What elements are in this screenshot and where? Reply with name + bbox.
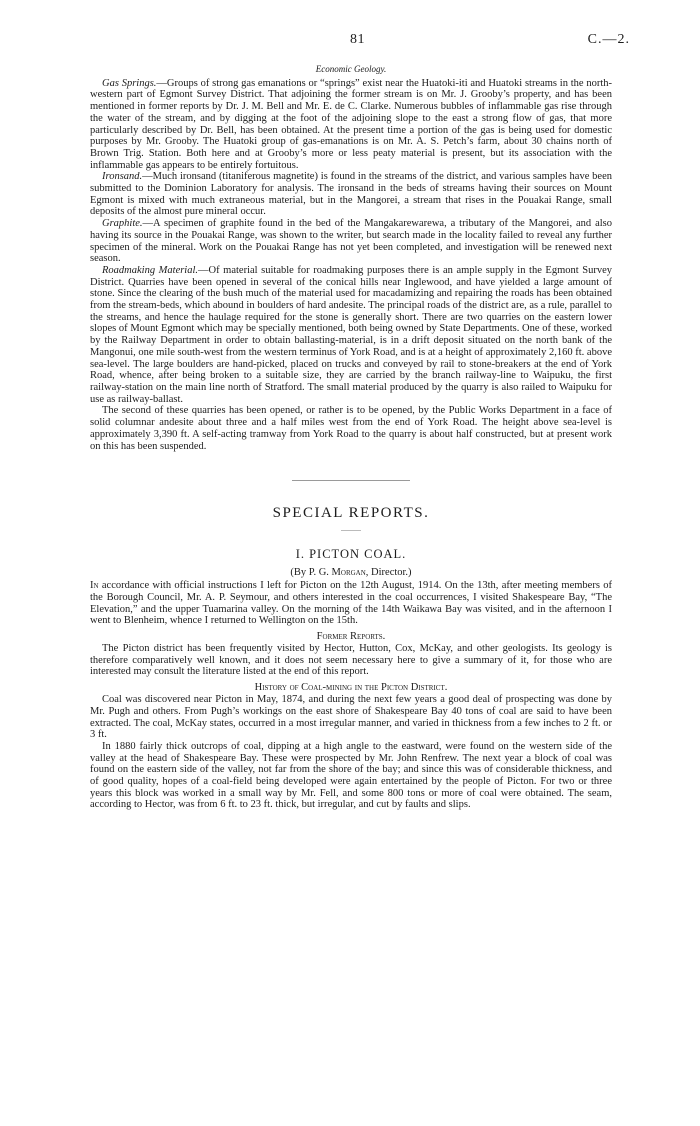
intro-text: accordance with official instructions I left for Picton on the 12th August, 1914. On the 13th, after meeting members of the Borough Council, Mr. A. P. Seymour, and others interested in the coal occurrences, I visited Shakespeare Bay, “The Elevation,” and the upper Tuamarina valley. On the morning of the 14th Waikawa Bay was visited, and in the afternoon I went to Blenheim, whence I returned to Wellington on the 15th. [90,580,612,627]
text-gas-springs: —Groups of strong gas emanations or “springs” exist near the Huatoki-iti and Huatoki streams in the north-western part of Egmont Survey District. That adjoining the former stream is on Mr. J. Grooby’s property, and has been mentioned in former reports by Dr. J. M. Bell and Mr. E. de C. Clarke. Numerous bubbles of inflammable gas rise through the water of the stream, and by digging at the foot of the adjoining slope to the east a strong flow of gas, that more particularly described by Dr. Bell, has been obtained. At the present time a portion of the gas is being used for domestic purposes by Mr. Grooby. The Huatoki group of gas-emanations is on Mr. A. S. Petch’s farm, about 30 chains north of Brown Trig. Station. Both here and at Grooby’s more or less peaty material is present, but its association with the inflammable gas appears to be entirely fortuitous. [90,77,612,171]
paragraph-ironsand [90,171,612,218]
special-reports-title: SPECIAL REPORTS. [272,505,430,522]
paragraph-roadmaking [90,265,612,405]
lead-graphite: Graphite. [102,218,143,230]
text-ironsand: —Much ironsand (titaniferous magnetite) is found in the streams of the district, and various samples have been submitted to the Dominion Laboratory for analysis. The ironsand in the beds of streams having their sources on Mount Egmont is mixed with much extraneous material, but in the Mangorei, a stream that rises in the Pouakai Range, small deposits of the almost pure mineral occur. [90,171,612,218]
title-ornament-rule [341,530,361,531]
lead-gas-springs: Gas Springs. [102,77,157,89]
byline-prefix: (By [290,567,309,579]
history-paragraph-1: Coal was discovered near Picton in May, 1874, and during the next few years a good deal of prospecting was done by Mr. Pugh and others. From Pugh’s workings on the east shore of Shakespeare Bay 40 tons of coal are said to have been extracted. The coal, McKay states, occurred in a most irregular manner, and varied in thickness from a few inches to 2 ft. or 3 ft. [90,694,612,741]
page-number: 81 [350,32,365,47]
paragraph-second-quarry [90,405,612,452]
economic-geology-heading: Economic Geology. [315,64,387,74]
lead-ironsand: Ironsand. [102,171,143,183]
paragraph-graphite [90,218,612,265]
intro-first-word: In [90,580,99,592]
picton-coal-heading: I. PICTON COAL. [295,547,407,562]
text-graphite: —A specimen of graphite found in the bed of the Mangakarewarewa, a tributary of the Mangorei, and also having its source in the Pouakai Range, was shown to the writer, but search made in the locality failed to reveal any further specimen of the mineral. Work on the Pouakai Range has not yet been completed, and investigation will be renewed next season. [90,218,612,265]
byline-suffix: , Director.) [365,567,412,579]
history-paragraph-2: In 1880 fairly thick outcrops of coal, dipping at a high angle to the eastward, were found on the western side of the valley at the head of Shakespeare Bay. These were prospected by Mr. John Renfrew. The next year a block of coal was found on the eastern side of the valley, not far from the shore of the bay; and since this was of considerable thickness, and of good quality, hopes of a coal-field being developed were again entertained by the people of Picton. For two or three years this block was worked in a small way by Mr. Fell, and some 800 tons or more of coal were obtained. The seam, according to Hector, was from 6 ft. to 23 ft. thick, but irregular, and cut by faults and slips. [90,740,612,811]
byline [90,567,612,578]
document-page [90,0,630,811]
text-second-quarry: The second of these quarries has been opened, or rather is to be opened, by the Public Works Department in a face of solid columnar andesite about three and a half miles west from the end of York Road. The height above sea-level is approximately 3,390 ft. A self-acting tramway from York Road to the quarry is about half constructed, but at present work on this has been suspended. [90,405,612,452]
history-heading: History of Coal-mining in the Picton District. [254,682,448,694]
text-roadmaking: —Of material suitable for roadmaking purposes there is an ample supply in the Egmont Survey District. Quarries have been opened in several of the conical hills near Inglewood, and have yielded a large amount of stone. Since the clearing of the bush much of the material used for macadamizing and repairing the roads has been obtained from the stream-beds, which abound in boulders of hard andesite. The principal roads of the district are, as a rule, parallel to the streams, and hence the haulage required for the stone is generally short. There are two quarries on the eastern lower slopes of Mount Egmont which may be specially mentioned, both being owned by State Departments. One of these, worked by the Railway Department in order to obtain ballasting-material, is in a drift deposit situated on the north bank of the Mangonui, one mile south-west from the western terminus of York Road, and is at a height of approximately 2,160 ft. above sea-level. The large boulders are hand-picked, placed on trucks and conveyed by rail to stone-breakers at the end of York Road, whence, after being broken to a suitable size, they are carried by the branch railway-line to Waipuku, the first railway-station on the main line north of Stratford. The small material produced by the quarry is also railed to Waipuku for use as railway-ballast. [90,264,613,405]
section-divider [292,480,410,481]
byline-author: P. G. Morgan [308,567,366,579]
page-header [90,0,630,47]
lead-roadmaking: Roadmaking Material. [102,264,199,276]
intro-paragraph [90,580,612,627]
paragraph-gas-springs [90,78,612,172]
former-reports-heading: Former Reports. [316,631,386,643]
paper-reference: C.—2. [587,32,630,47]
former-reports-paragraph: The Picton district has been frequently visited by Hector, Hutton, Cox, McKay, and other geologists. Its geology is therefore comparatively well known, and it does not seem necessary here to give a summary of it, for those who are interested may consult the literature listed at the end of this report. [90,643,612,678]
